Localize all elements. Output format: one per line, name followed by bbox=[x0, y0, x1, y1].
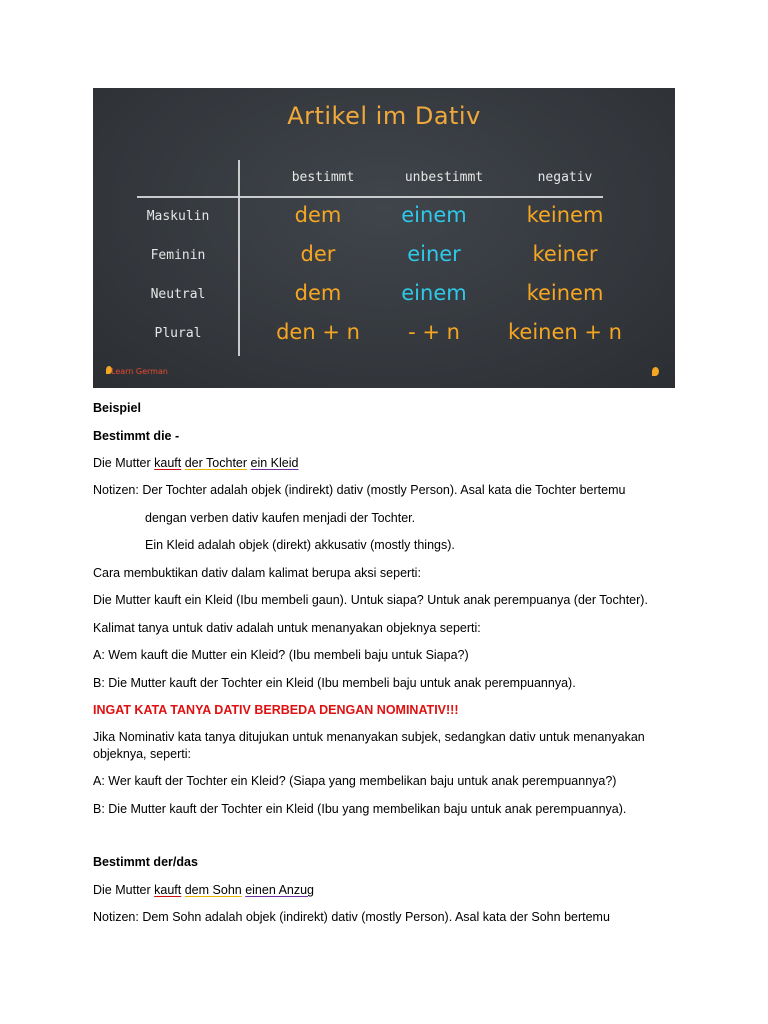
cell-plural-unbestimmt: - + n bbox=[408, 320, 460, 344]
brand-logo-text: Learn German bbox=[111, 367, 168, 376]
cell-plural-bestimmt: den + n bbox=[276, 320, 360, 344]
word-subject: Die Mutter bbox=[93, 456, 151, 470]
row-label-feminin: Feminin bbox=[150, 248, 206, 263]
word-akkusativ-object: einen Anzug bbox=[245, 883, 315, 897]
heading-bestimmt-die: Bestimmt die - bbox=[93, 429, 180, 443]
notizen-1-line-3: Ein Kleid adalah objek (direkt) akkusativ (mostly things). bbox=[145, 538, 455, 552]
cell-neutral-bestimmt: dem bbox=[294, 281, 342, 305]
example-sentence-1 bbox=[93, 455, 298, 472]
cell-maskulin-unbestimmt: einem bbox=[401, 203, 467, 227]
notizen-1-line-1: Notizen: Der Tochter adalah objek (indirekt) dativ (mostly Person). Asal kata die Tochter bertemu bbox=[93, 483, 626, 497]
cell-neutral-unbestimmt: einem bbox=[401, 281, 467, 305]
cara-paragraph: Cara membuktikan dativ dalam kalimat berupa aksi seperti: bbox=[93, 566, 421, 580]
notizen-1-line-2: dengan verben dativ kaufen menjadi der Tochter. bbox=[145, 511, 416, 525]
row-label-plural: Plural bbox=[154, 326, 202, 341]
table-vertical-line bbox=[238, 160, 240, 356]
cell-feminin-unbestimmt: einer bbox=[407, 242, 461, 266]
cara-example: Die Mutter kauft ein Kleid (Ibu membeli gaun). Untuk siapa? Untuk anak perempuanya (der Tochter). bbox=[93, 593, 648, 607]
word-subject: Die Mutter bbox=[93, 883, 151, 897]
example-sentence-2 bbox=[93, 882, 314, 899]
word-verb: kauft bbox=[154, 456, 182, 470]
heading-beispiel: Beispiel bbox=[93, 401, 141, 415]
warning-text: INGAT KATA TANYA DATIV BERBEDA DENGAN NOMINATIV!!! bbox=[93, 703, 459, 717]
column-header-unbestimmt: unbestimmt bbox=[404, 170, 484, 185]
dativ-chalkboard-image bbox=[93, 88, 675, 388]
table-horizontal-line bbox=[137, 196, 603, 198]
jika-paragraph: Jika Nominativ kata tanya ditujukan untuk menanyakan subjek, sedangkan dativ untuk menanyakan objeknya, seperti: bbox=[93, 730, 645, 761]
word-dativ-object: der Tochter bbox=[184, 456, 248, 470]
column-header-bestimmt: bestimmt bbox=[291, 170, 355, 185]
heading-bestimmt-derdas: Bestimmt der/das bbox=[93, 855, 198, 869]
cell-feminin-bestimmt: der bbox=[300, 242, 336, 266]
notizen-2-line-1: Notizen: Dem Sohn adalah objek (indirekt) dativ (mostly Person). Asal kata der Sohn bertemu bbox=[93, 910, 610, 924]
question2-a: A: Wer kauft der Tochter ein Kleid? (Siapa yang membelikan baju untuk anak perempuannya?) bbox=[93, 774, 617, 788]
pin-icon bbox=[652, 367, 659, 376]
column-header-negativ: negativ bbox=[537, 170, 593, 185]
cell-plural-negativ: keinen + n bbox=[508, 320, 622, 344]
word-verb: kauft bbox=[154, 883, 182, 897]
row-label-neutral: Neutral bbox=[150, 287, 206, 302]
word-dativ-object: dem Sohn bbox=[184, 883, 242, 897]
cell-feminin-negativ: keiner bbox=[532, 242, 598, 266]
cell-maskulin-bestimmt: dem bbox=[294, 203, 342, 227]
word-akkusativ-object: ein Kleid bbox=[250, 456, 299, 470]
cell-maskulin-negativ: keinem bbox=[526, 203, 604, 227]
cell-neutral-negativ: keinem bbox=[526, 281, 604, 305]
kalimat-paragraph: Kalimat tanya untuk dativ adalah untuk menanyakan objeknya seperti: bbox=[93, 621, 481, 635]
question-a: A: Wem kauft die Mutter ein Kleid? (Ibu membeli baju untuk Siapa?) bbox=[93, 648, 469, 662]
answer2-b: B: Die Mutter kauft der Tochter ein Kleid (Ibu yang membelikan baju untuk anak perempuannya). bbox=[93, 802, 627, 816]
row-label-maskulin: Maskulin bbox=[146, 209, 210, 224]
answer-b: B: Die Mutter kauft der Tochter ein Kleid (Ibu membeli baju untuk anak perempuannya). bbox=[93, 676, 576, 690]
board-title: Artikel im Dativ bbox=[287, 102, 481, 130]
